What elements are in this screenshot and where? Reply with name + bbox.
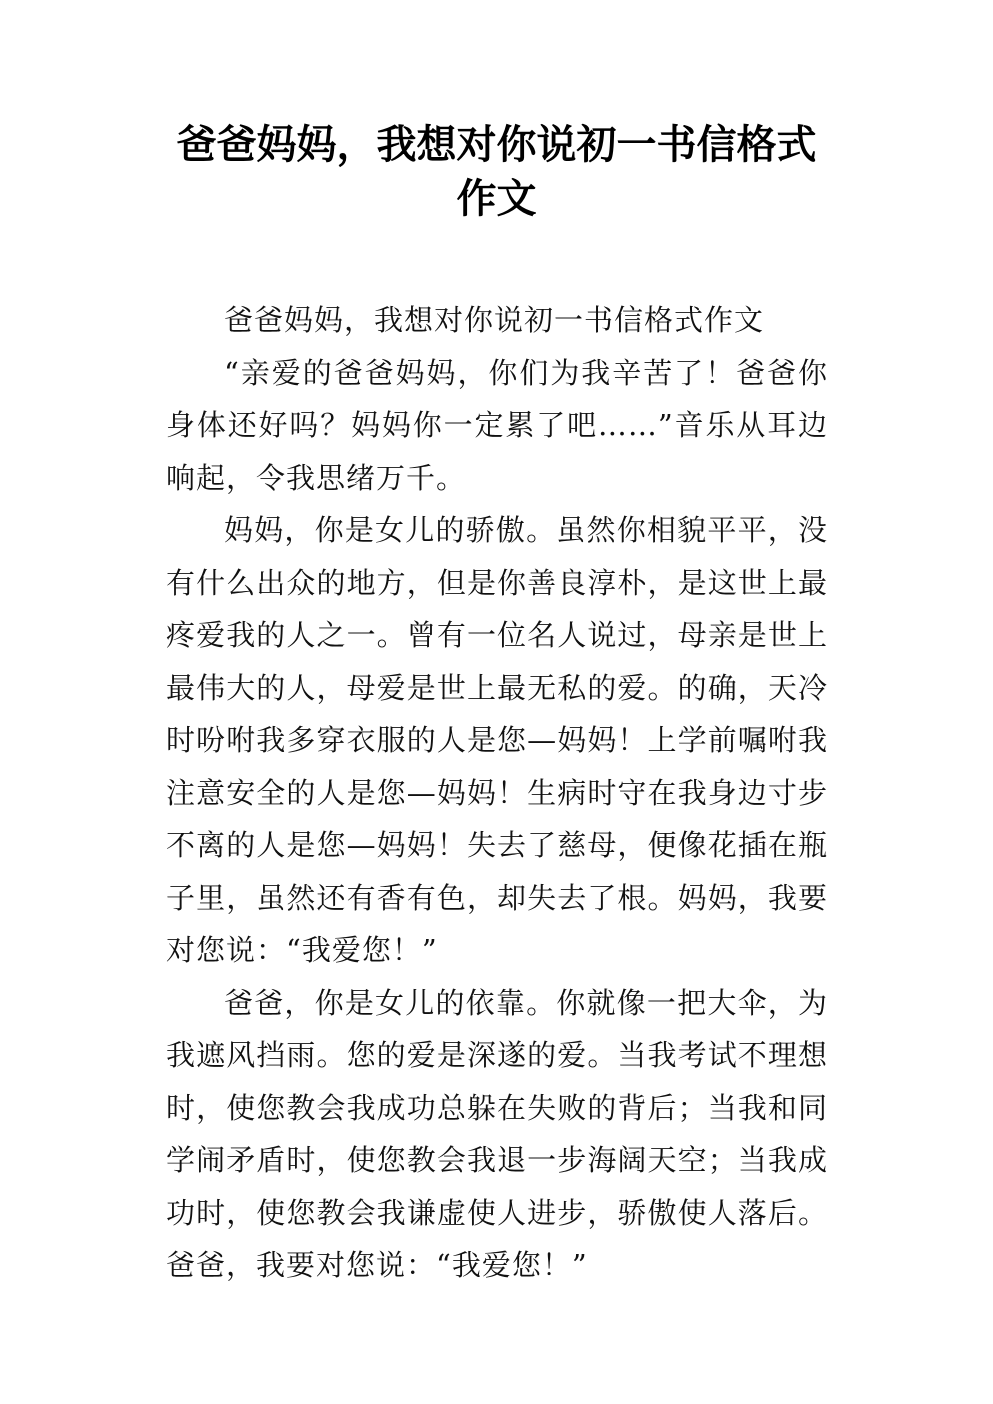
title-line-2: 作文 — [456, 176, 537, 222]
paragraph-opening: “亲爱的爸爸妈妈，你们为我辛苦了！爸爸你身体还好吗？妈妈你一定累了吧……”音乐从耳边响起，令我思绪万千。 — [166, 355, 828, 495]
paragraph-subtitle: 爸爸妈妈，我想对你说初一书信格式作文 — [224, 303, 765, 337]
document-title — [150, 118, 843, 226]
paragraph-father: 爸爸，你是女儿的依靠。你就像一把大伞，为我遮风挡雨。您的爱是深遂的爱。当我考试不理想时，使您教会我成功总躲在失败的背后；当我和同学闹矛盾时，使您教会我退一步海阔天空；当我成功时，使您教会我谦虚使人进步，骄傲使人落后。爸爸，我要对您说：“我爱您！” — [166, 985, 828, 1282]
document-body — [166, 294, 828, 1292]
title-line-1: 爸爸妈妈，我想对你说初一书信格式 — [176, 122, 817, 168]
paragraph-mother: 妈妈，你是女儿的骄傲。虽然你相貌平平，没有什么出众的地方，但是你善良淳朴，是这世上最疼爱我的人之一。曾有一位名人说过，母亲是世上最伟大的人，母爱是世上最无私的爱。的确，天冷时吩咐我多穿衣服的人是您—妈妈！上学前嘱咐我注意安全的人是您—妈妈！生病时守在我身边寸步不离的人是您—妈妈！失去了慈母，便像花插在瓶子里，虽然还有香有色，却失去了根。妈妈，我要对您说：“我爱您！” — [166, 513, 828, 967]
